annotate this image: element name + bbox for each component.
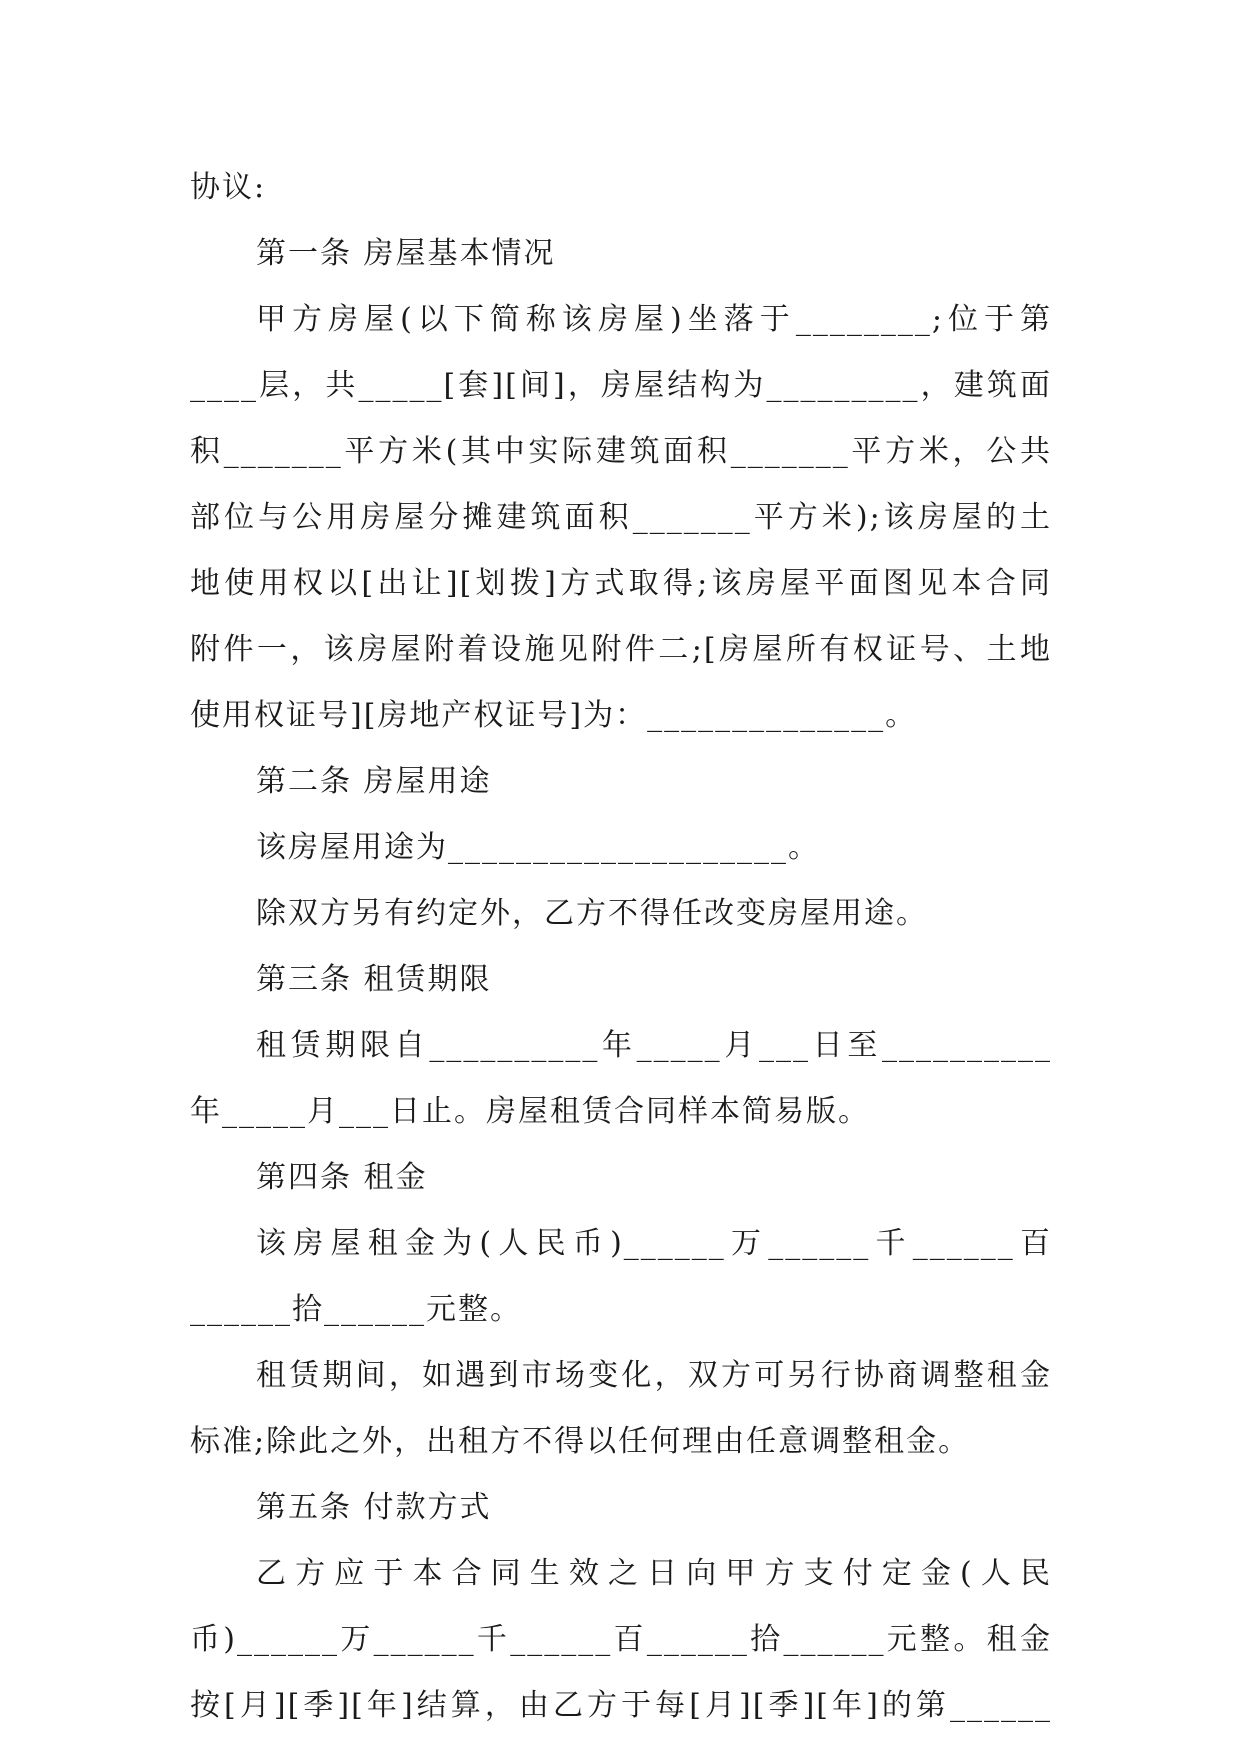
doc-line: 币)______万______千______百______拾______元整。租金 <box>190 1622 1052 1657</box>
contract-body <box>190 155 1052 1739</box>
doc-line: 年_____月___日止。房屋租赁合同样本简易版。 <box>190 1094 870 1129</box>
doc-line: 该房屋用途为____________________。 <box>256 830 820 865</box>
doc-line: 第一条 房屋基本情况 <box>256 236 556 271</box>
doc-line: 部位与公用房屋分摊建筑面积_______平方米);该房屋的土 <box>190 500 1052 535</box>
doc-line: 使用权证号][房地产权证号]为：______________。 <box>190 698 918 733</box>
doc-line: 租赁期间，如遇到市场变化，双方可另行协商调整租金 <box>256 1358 1052 1393</box>
doc-line: 该房屋租金为(人民币)______万______千______百 <box>256 1226 1052 1261</box>
doc-line: 第四条 租金 <box>256 1160 428 1195</box>
doc-line: 第二条 房屋用途 <box>256 764 492 799</box>
doc-line: 积_______平方米(其中实际建筑面积_______平方米，公共 <box>190 434 1052 469</box>
doc-line: ______拾______元整。 <box>190 1292 522 1327</box>
doc-line: 标准;除此之外，出租方不得以任何理由任意调整租金。 <box>190 1424 971 1459</box>
doc-line: 甲方房屋(以下简称该房屋)坐落于________;位于第 <box>256 302 1052 337</box>
doc-line: 乙方应于本合同生效之日向甲方支付定金(人民 <box>256 1556 1052 1591</box>
doc-line: 第五条 付款方式 <box>256 1490 492 1525</box>
doc-line: ____层，共_____[套][间]，房屋结构为_________，建筑面 <box>190 368 1052 403</box>
doc-line: 除双方另有约定外，乙方不得任改变房屋用途。 <box>256 896 928 931</box>
doc-line: 按[月][季][年]结算，由乙方于每[月][季][年]的第______ <box>190 1688 1052 1723</box>
doc-line: 协议: <box>190 170 267 205</box>
doc-line: 附件一，该房屋附着设施见附件二;[房屋所有权证号、土地 <box>190 632 1052 667</box>
doc-line: 租赁期限自__________年_____月___日至__________ <box>256 1028 1052 1063</box>
doc-line: 第三条 租赁期限 <box>256 962 492 997</box>
doc-line: 地使用权以[出让][划拨]方式取得;该房屋平面图见本合同 <box>190 566 1052 601</box>
